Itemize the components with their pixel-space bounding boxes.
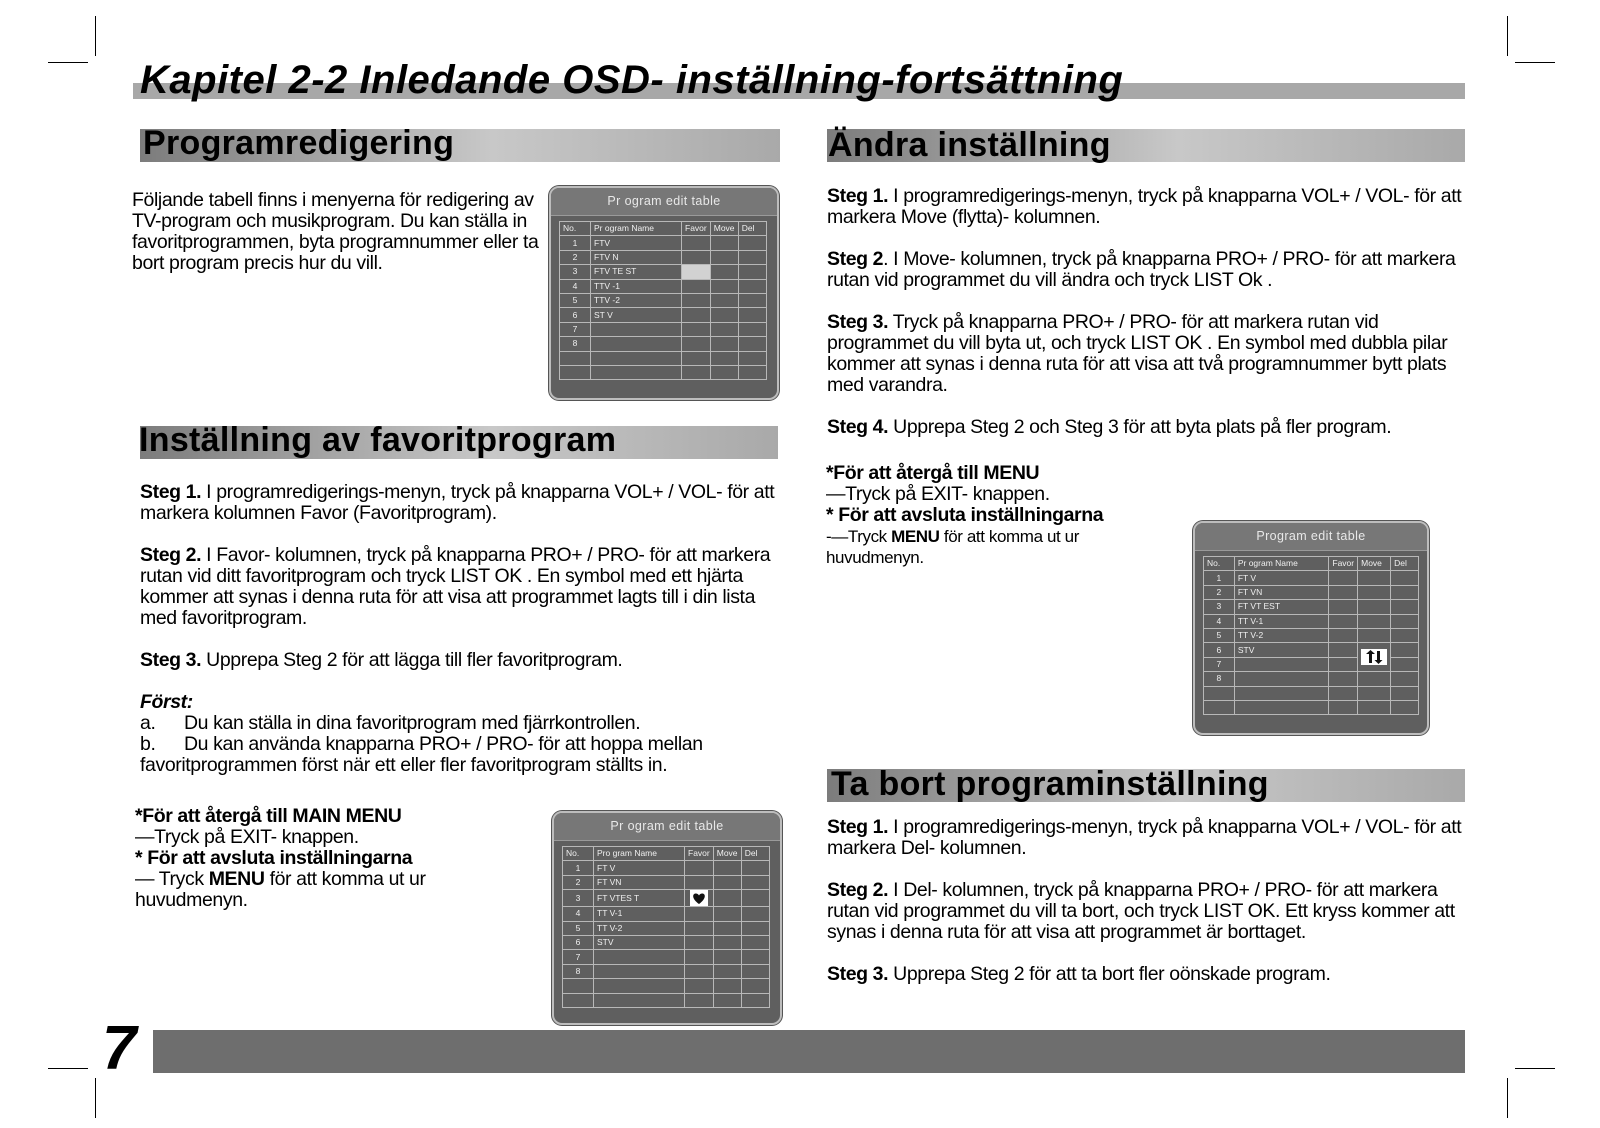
step-text: I programredigerings-menyn, tryck på knapparna VOL+ / VOL- för att markera kolumnen Favor (Favoritprogram).	[140, 481, 775, 524]
osd-cell-no: 2	[1204, 585, 1235, 599]
osd-cell-name	[591, 322, 682, 336]
osd-cell-name: TTV -2	[591, 293, 682, 307]
step-label: Steg 3.	[827, 311, 889, 333]
osd-program-edit-table-move	[1193, 521, 1429, 735]
osd-cell-name: FT VN	[1234, 585, 1329, 599]
step-text: Upprepa Steg 2 för att ta bort fler oönskade program.	[888, 963, 1331, 985]
osd-cell-name: FT VTES T	[594, 890, 685, 907]
favorites-steps	[140, 482, 790, 776]
osd-row	[560, 250, 767, 264]
osd-row	[1204, 614, 1419, 628]
exit-title: * För att avsluta inställningarna	[826, 504, 1104, 526]
osd-cell-no: 7	[1204, 657, 1235, 671]
step-label: Steg 1.	[827, 816, 889, 838]
osd-header-move: Move	[1358, 557, 1391, 571]
osd-cell-name	[594, 964, 685, 978]
osd-cell-name: TTV -1	[591, 279, 682, 293]
step-label: Steg 2	[827, 248, 884, 270]
osd-header-del: Del	[741, 847, 769, 861]
osd-row	[1204, 600, 1419, 614]
osd-header-name: Pro gram Name	[594, 847, 685, 861]
step-label: Steg 3.	[140, 649, 202, 671]
step-text: I Favor- kolumnen, tryck på knapparna PRO+ / PRO- för att markera rutan vid ditt favoritprogram och tryck LIST OK . En symbol med ett hjärta kommer att synas i denna ruta för att visa att programmet lagts till i din lista med favoritprogram.	[140, 544, 771, 629]
step-text: I programredigerings-menyn, tryck på knapparna VOL+ / VOL- för att markera Del- kolumnen.	[827, 816, 1462, 859]
return-title: *För att återgå till MAIN MENU	[135, 805, 402, 827]
osd-cell-no: 4	[560, 279, 591, 293]
osd-cell-no: 8	[563, 964, 594, 978]
page-number: 7	[102, 1014, 137, 1083]
osd-row	[560, 337, 767, 351]
program-edit-body: Följande tabell finns i menyerna för redigering av TV-program och musikprogram. Du kan ställa in favoritprogrammen, byta programnummer eller ta bort program precis hur du vill.	[132, 189, 539, 274]
step-text: I Del- kolumnen, tryck på knapparna PRO+ / PRO- för att markera rutan vid programmet du vill ta bort, och tryck LIST OK. Ett kryss kommer att synas i denna ruta för att visa att programmet är borttaget.	[827, 879, 1455, 943]
osd-row	[563, 979, 770, 993]
crop-mark	[1515, 62, 1555, 63]
osd-cell-no: 6	[560, 308, 591, 322]
osd-row	[560, 365, 767, 379]
osd-cell-no: 3	[560, 265, 591, 279]
osd-title: Pr ogram edit table	[551, 188, 777, 216]
section-heading-program-edit: Programredigering	[143, 124, 455, 162]
osd-cell-name: FT V	[594, 861, 685, 875]
osd-row	[563, 890, 770, 907]
osd-row	[1204, 643, 1419, 657]
osd-header-name: Pr ogram Name	[1234, 557, 1329, 571]
step-text: Upprepa Steg 2 för att lägga till fler favoritprogram.	[201, 649, 623, 671]
step-label: Steg 1.	[140, 481, 202, 503]
favorites-footer-notes	[135, 806, 435, 911]
program-edit-intro	[132, 190, 542, 274]
osd-highlight-cell	[682, 265, 711, 279]
return-text: —Tryck på EXIT- knappen.	[826, 483, 1050, 505]
osd-header-favor: Favor	[682, 222, 711, 236]
osd-cell-name: TT V-1	[594, 907, 685, 921]
osd-cell-name: TT V-2	[1234, 628, 1329, 642]
crop-mark	[95, 1078, 96, 1118]
note-title: Först:	[140, 691, 193, 713]
exit-title: * För att avsluta inställningarna	[135, 847, 413, 869]
osd-row	[563, 921, 770, 935]
osd-row	[563, 950, 770, 964]
heart-icon	[690, 890, 708, 906]
osd-cell-name: FTV TE ST	[591, 265, 682, 279]
note-text: Du kan ställa in dina favoritprogram med fjärrkontrollen.	[184, 712, 641, 734]
osd-row	[560, 265, 767, 279]
osd-cell-name	[591, 337, 682, 351]
osd-row	[563, 861, 770, 875]
osd-row	[560, 308, 767, 322]
osd-cell-no: 7	[563, 950, 594, 964]
osd-row	[560, 293, 767, 307]
osd-cell-no: 5	[1204, 628, 1235, 642]
osd-cell-no: 2	[560, 250, 591, 264]
osd-cell-name: FT VT EST	[1234, 600, 1329, 614]
swap-arrows-icon	[1361, 649, 1387, 665]
change-steps	[827, 186, 1472, 438]
section-heading-delete: Ta bort programinställning	[831, 765, 1269, 803]
osd-table	[559, 221, 767, 380]
note-text: Du kan använda knapparna PRO+ / PRO- för att hoppa mellan favoritprogrammen först när ett eller fler favoritprogram ställts in.	[140, 733, 703, 776]
osd-cell-no: 2	[563, 875, 594, 889]
osd-cell-name: FTV N	[591, 250, 682, 264]
section-heading-change: Ändra inställning	[828, 126, 1111, 164]
crop-mark	[1515, 1068, 1555, 1069]
step-label: Steg 3.	[827, 963, 889, 985]
exit-text: -—Tryck	[826, 527, 892, 546]
osd-header-favor: Favor	[685, 847, 714, 861]
osd-favor-cell	[685, 890, 714, 907]
osd-row	[563, 935, 770, 949]
osd-cell-no: 4	[1204, 614, 1235, 628]
osd-row	[1204, 628, 1419, 642]
osd-title: Program edit table	[1195, 523, 1427, 551]
osd-table	[562, 846, 770, 1008]
osd-cell-no: 8	[1204, 672, 1235, 686]
crop-mark	[1507, 16, 1508, 56]
osd-row	[560, 279, 767, 293]
crop-mark	[1507, 1078, 1508, 1118]
step-label: Steg 2.	[827, 879, 889, 901]
osd-cell-no: 3	[563, 890, 594, 907]
osd-cell-no: 7	[560, 322, 591, 336]
step-label: Steg 4.	[827, 416, 889, 438]
osd-cell-name	[1234, 657, 1329, 671]
step-text: . I Move- kolumnen, tryck på knapparna PRO+ / PRO- för att markera rutan vid programmet du vill ändra och tryck LIST Ok .	[827, 248, 1456, 291]
step-label: Steg 1.	[827, 185, 889, 207]
osd-cell-no: 3	[1204, 600, 1235, 614]
osd-cell-name: FT V	[1234, 571, 1329, 585]
osd-move-cell	[1358, 643, 1391, 672]
osd-row	[1204, 585, 1419, 599]
osd-cell-name: STV	[1234, 643, 1329, 657]
osd-header-move: Move	[713, 847, 741, 861]
osd-row	[563, 993, 770, 1007]
osd-row	[563, 964, 770, 978]
osd-cell-no: 5	[563, 921, 594, 935]
osd-cell-name: TT V-2	[594, 921, 685, 935]
osd-cell-name: STV	[594, 935, 685, 949]
delete-steps	[827, 817, 1467, 985]
return-title: *För att återgå till MENU	[826, 462, 1040, 484]
page-footer-bar	[153, 1030, 1465, 1073]
osd-cell-no: 4	[563, 907, 594, 921]
exit-menu: MENU	[208, 868, 265, 890]
osd-cell-no: 1	[1204, 571, 1235, 585]
note-label: a.	[140, 712, 156, 734]
step-label: Steg 2.	[140, 544, 202, 566]
osd-cell-no: 1	[560, 236, 591, 250]
section-heading-favorites: Inställning av favoritprogram	[139, 421, 617, 459]
osd-cell-name: TT V-1	[1234, 614, 1329, 628]
osd-row	[1204, 571, 1419, 585]
exit-text: för att komma ut ur huvudmenyn.	[826, 527, 1079, 567]
osd-cell-name	[594, 950, 685, 964]
osd-cell-name: ST V	[591, 308, 682, 322]
osd-row	[1204, 686, 1419, 700]
step-text: I programredigerings-menyn, tryck på knapparna VOL+ / VOL- för att markera Move (flytta)- kolumnen.	[827, 185, 1462, 228]
step-text: Upprepa Steg 2 och Steg 3 för att byta plats på fler program.	[888, 416, 1392, 438]
osd-row	[563, 875, 770, 889]
exit-menu: MENU	[891, 527, 940, 546]
osd-header-move: Move	[710, 222, 738, 236]
return-text: —Tryck på EXIT- knappen.	[135, 826, 359, 848]
change-footer-notes	[826, 463, 1156, 568]
osd-program-edit-table-favorites	[552, 811, 782, 1025]
osd-cell-no: 6	[563, 935, 594, 949]
osd-title: Pr ogram edit table	[554, 813, 780, 841]
osd-cell-name	[1234, 672, 1329, 686]
osd-header-del: Del	[738, 222, 766, 236]
exit-text: för att komma ut ur huvudmenyn.	[135, 868, 426, 911]
osd-header-favor: Favor	[1329, 557, 1358, 571]
osd-row	[1204, 672, 1419, 686]
osd-header-no: No.	[560, 222, 591, 236]
exit-text: — Tryck	[135, 868, 209, 890]
osd-header-name: Pr ogram Name	[591, 222, 682, 236]
crop-mark	[95, 16, 96, 56]
osd-header-no: No.	[563, 847, 594, 861]
osd-row	[560, 236, 767, 250]
osd-table	[1203, 556, 1419, 715]
osd-cell-no: 1	[563, 861, 594, 875]
osd-row	[563, 907, 770, 921]
crop-mark	[48, 1068, 88, 1069]
chapter-title: Kapitel 2-2 Inledande OSD- inställning-fortsättning	[140, 58, 1124, 102]
osd-row	[560, 322, 767, 336]
osd-cell-no: 8	[560, 337, 591, 351]
step-text: Tryck på knapparna PRO+ / PRO- för att markera rutan vid programmet du vill byta ut, och tryck LIST OK . En symbol med dubbla pilar kommer att synas i denna ruta för att visa att två programnummer bytt plats med varandra.	[827, 311, 1448, 396]
osd-header-no: No.	[1204, 557, 1235, 571]
osd-cell-no: 5	[560, 293, 591, 307]
osd-row	[560, 351, 767, 365]
osd-program-edit-table	[549, 186, 779, 400]
osd-row	[1204, 700, 1419, 714]
osd-cell-no: 6	[1204, 643, 1235, 657]
osd-header-del: Del	[1391, 557, 1419, 571]
crop-mark	[48, 62, 88, 63]
note-label: b.	[140, 733, 156, 755]
osd-cell-name: FTV	[591, 236, 682, 250]
osd-cell-name: FT VN	[594, 875, 685, 889]
